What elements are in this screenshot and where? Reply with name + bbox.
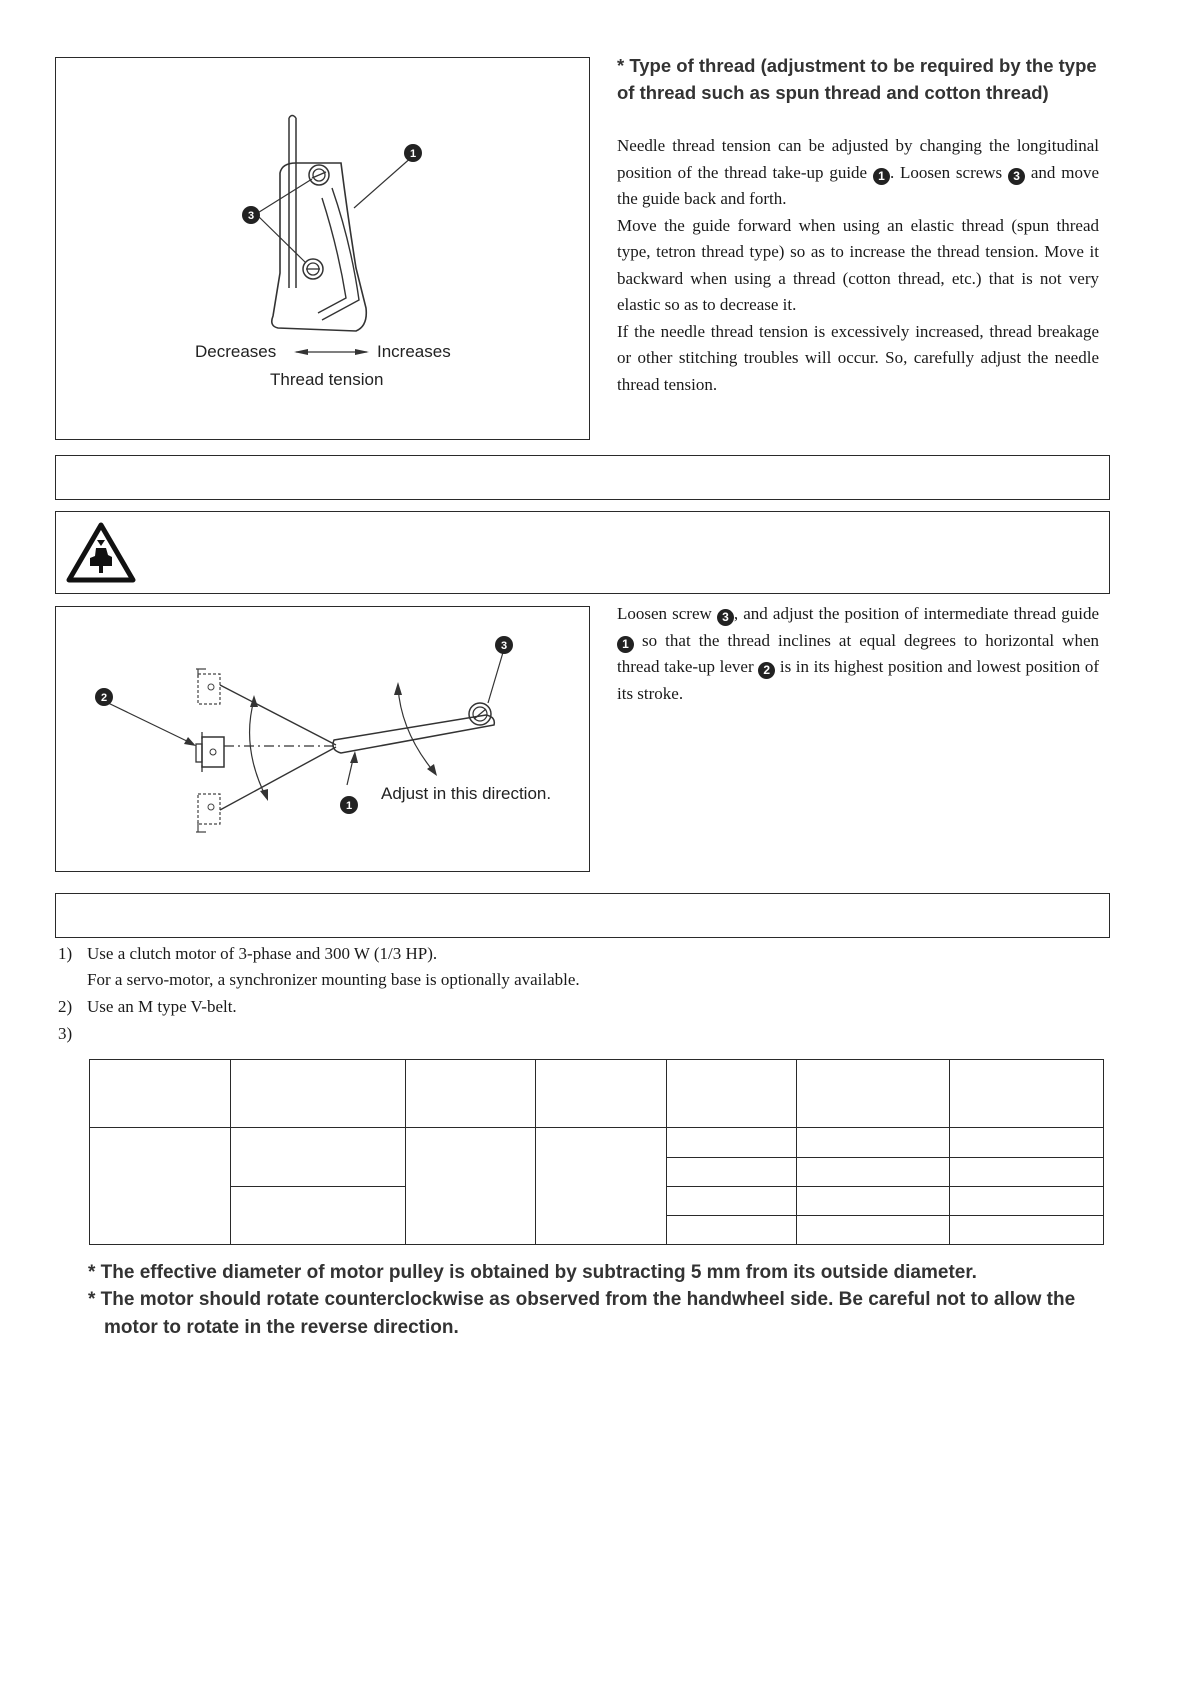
- marker-3-inline: 3: [717, 609, 734, 626]
- table-cell: [796, 1215, 949, 1244]
- marker-2-inline: 2: [758, 662, 775, 679]
- table-header-cell: [949, 1060, 1103, 1128]
- table-header-cell: [536, 1060, 666, 1128]
- table-header-cell: [796, 1060, 949, 1128]
- table-cell: [949, 1186, 1103, 1215]
- note-effective-diameter: * The effective diameter of motor pulley is obtained by subtracting 5 mm from its outside diameter.: [88, 1262, 977, 1283]
- table-header-cell: [231, 1060, 406, 1128]
- marker-3-inline: 3: [1008, 168, 1025, 185]
- para3: If the needle thread tension is excessively increased, thread breakage or other stitching troubles will occur. So, carefully adjust the needle thread tension.: [617, 321, 1099, 394]
- svg-text:1: 1: [409, 148, 417, 160]
- figure-intermediate-guide: [55, 606, 590, 872]
- svg-text:1: 1: [345, 800, 353, 812]
- marker-1-inline: 1: [873, 168, 890, 185]
- figure-thread-guide: [55, 57, 590, 440]
- label-increases: Increases: [377, 342, 451, 361]
- list-item-1-line2: For a servo-motor, a synchronizer mounting base is optionally available.: [87, 970, 580, 989]
- table-cell: [90, 1128, 231, 1245]
- table-cell: [666, 1157, 796, 1186]
- section2-body: [617, 601, 1099, 707]
- marker-2: [95, 688, 113, 706]
- list-item-2-text: Use an M type V-belt.: [87, 997, 237, 1016]
- motor-title-bar: [55, 893, 1110, 938]
- section2-part-d: is in its highest position and lowest position of its stroke.: [617, 657, 1100, 703]
- para1-part-a: Needle thread tension can be adjusted by changing the longitudinal position of the thread take-up guide: [617, 136, 1099, 182]
- table-header-cell: [406, 1060, 536, 1128]
- pulley-table: [89, 1059, 1104, 1245]
- intermediate-guide-diagram: [56, 607, 591, 873]
- table-cell: [796, 1157, 949, 1186]
- table-cell: [949, 1157, 1103, 1186]
- caution-bar: [55, 511, 1110, 594]
- table-cell: [949, 1128, 1103, 1157]
- table-header-cell: [666, 1060, 796, 1128]
- screw-upper: [309, 165, 329, 185]
- table-cell: [666, 1215, 796, 1244]
- marker-1: [340, 796, 358, 814]
- para2: Move the guide forward when using an elastic thread (spun thread type, tetron thread type) so as to increase the thread tension. Move it backward when using a thread (cotton thread, etc.) that is not very elastic so as to decrease it.: [617, 215, 1099, 314]
- note-motor-rotation: * The motor should rotate counterclockwise as observed from the handwheel side. Be careful not to allow the motor to rotate in the reverse direction.: [88, 1289, 1076, 1338]
- table-cell: [536, 1128, 666, 1245]
- table-cell: [949, 1215, 1103, 1244]
- section-title-bar: [55, 455, 1110, 500]
- section2-part-a: Loosen screw: [617, 604, 712, 623]
- table-cell: [666, 1128, 796, 1157]
- svg-text:3: 3: [247, 210, 255, 222]
- table-cell: [231, 1128, 406, 1186]
- section2-part-c: so that the thread inclines at equal degrees to horizontal when thread take-up lever: [617, 630, 1099, 676]
- label-decreases: Decreases: [195, 342, 277, 361]
- list-item-2-num: 2): [58, 997, 73, 1016]
- table-cell: [231, 1186, 406, 1244]
- list-item-3-num: 3): [58, 1024, 73, 1043]
- table-header-cell: [90, 1060, 231, 1128]
- table-cell: [666, 1186, 796, 1215]
- list-item-1-num: 1): [58, 944, 73, 963]
- table-cell: [796, 1186, 949, 1215]
- marker-1-inline: 1: [617, 636, 634, 653]
- warning-hand-icon: [66, 522, 136, 584]
- list-item-1-line1: Use a clutch motor of 3-phase and 300 W (1/3 HP).: [87, 944, 438, 963]
- para1-part-b: . Loosen screws: [889, 162, 1003, 182]
- svg-text:3: 3: [500, 640, 508, 652]
- marker-3: [495, 636, 513, 654]
- label-adjust-direction: Adjust in this direction.: [381, 784, 552, 803]
- table-cell: [796, 1128, 949, 1157]
- section2-part-b: , and adjust the position of intermediate thread guide: [733, 604, 1100, 623]
- marker-1: [404, 144, 422, 162]
- marker-3: [242, 206, 260, 224]
- section1-body: [617, 133, 1099, 398]
- section-heading-thread-type: * Type of thread (adjustment to be required by the type of thread such as spun thread and cotton thread): [617, 55, 1097, 103]
- table-cell: [406, 1128, 536, 1245]
- screw-lower: [303, 259, 323, 279]
- label-thread-tension: Thread tension: [270, 370, 384, 389]
- svg-text:2: 2: [100, 692, 108, 704]
- para1-part-c: and move the guide back and forth.: [617, 162, 1100, 208]
